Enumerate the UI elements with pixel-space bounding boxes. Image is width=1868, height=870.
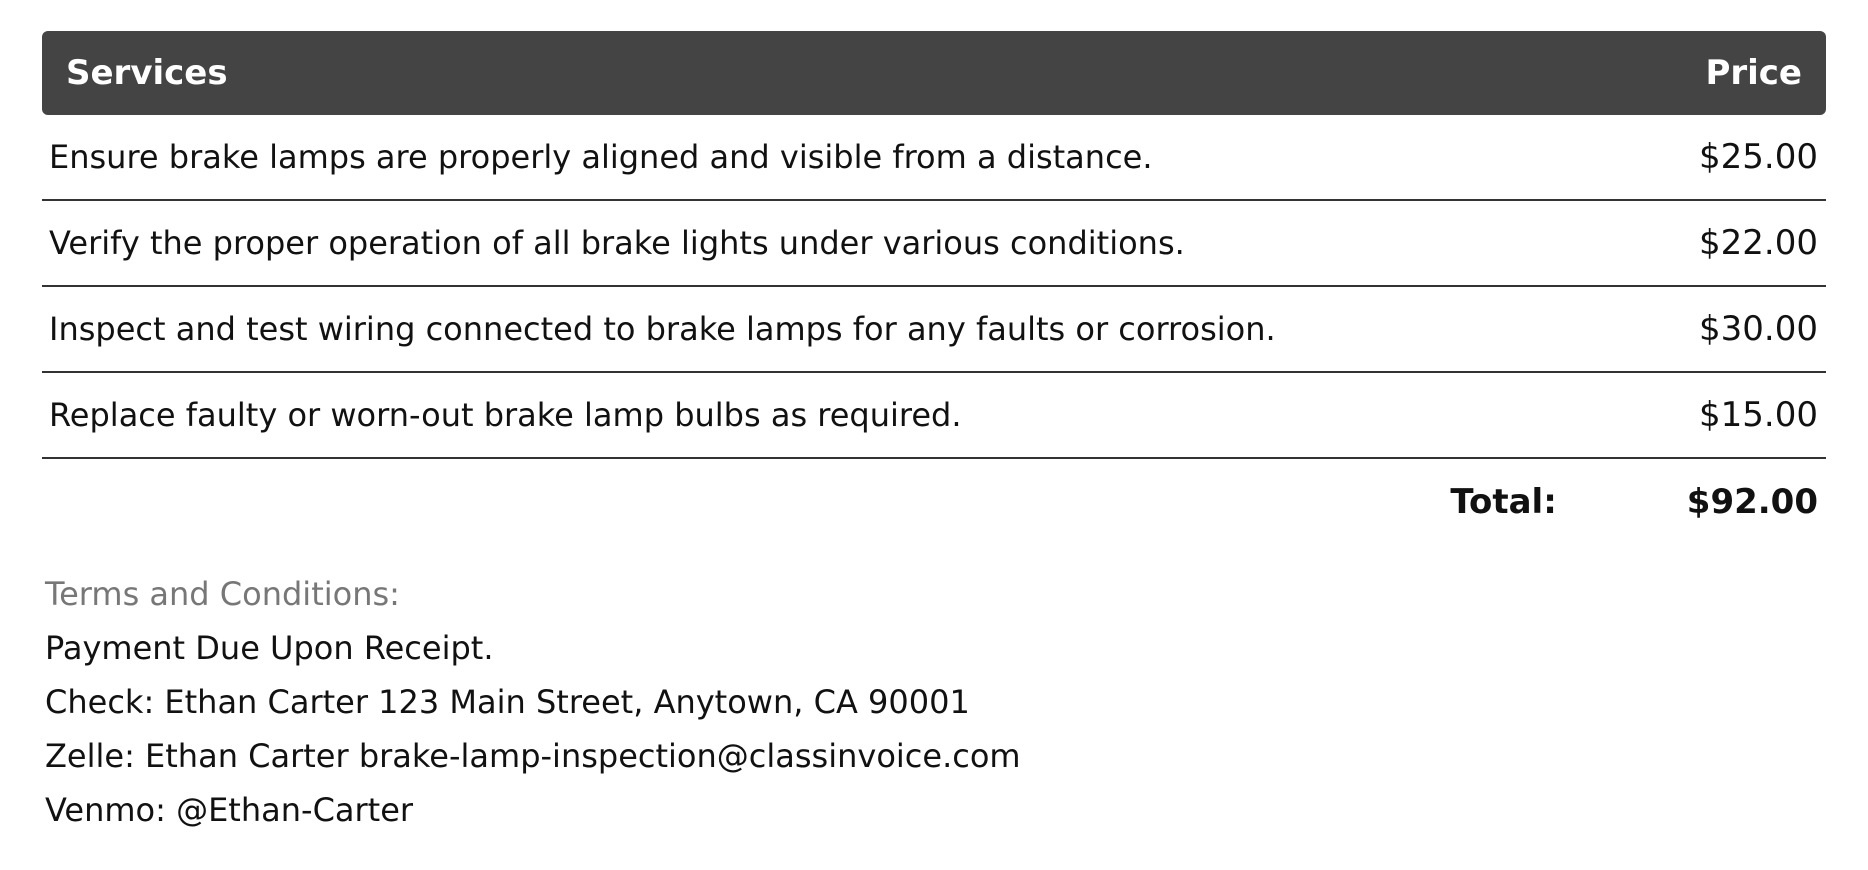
service-description: Inspect and test wiring connected to brake lamps for any faults or corrosion. <box>49 310 1276 348</box>
services-column-header: Services <box>66 53 228 93</box>
terms-line-payment: Payment Due Upon Receipt. <box>45 629 494 667</box>
terms-line-venmo: Venmo: @Ethan-Carter <box>45 791 414 829</box>
service-description: Verify the proper operation of all brake lights under various conditions. <box>49 224 1185 262</box>
total-row <box>42 459 1826 545</box>
terms-line-check: Check: Ethan Carter 123 Main Street, Anytown, CA 90001 <box>45 683 970 721</box>
table-row <box>42 115 1826 201</box>
service-price: $22.00 <box>1699 223 1818 263</box>
service-price: $30.00 <box>1699 309 1818 349</box>
table-row <box>42 201 1826 287</box>
total-value: $92.00 <box>1686 482 1818 522</box>
terms-section <box>42 567 1826 837</box>
table-row <box>42 373 1826 459</box>
service-price: $25.00 <box>1699 137 1818 177</box>
service-description: Ensure brake lamps are properly aligned and visible from a distance. <box>49 138 1153 176</box>
service-description: Replace faulty or worn-out brake lamp bulbs as required. <box>49 396 962 434</box>
total-label: Total: <box>1450 482 1557 522</box>
services-table-header <box>42 31 1826 115</box>
table-row <box>42 287 1826 373</box>
terms-title: Terms and Conditions: <box>45 575 400 613</box>
terms-line-zelle: Zelle: Ethan Carter brake-lamp-inspection@classinvoice.com <box>45 737 1021 775</box>
service-price: $15.00 <box>1699 395 1818 435</box>
price-column-header: Price <box>1705 53 1802 93</box>
invoice-page <box>42 31 1826 837</box>
